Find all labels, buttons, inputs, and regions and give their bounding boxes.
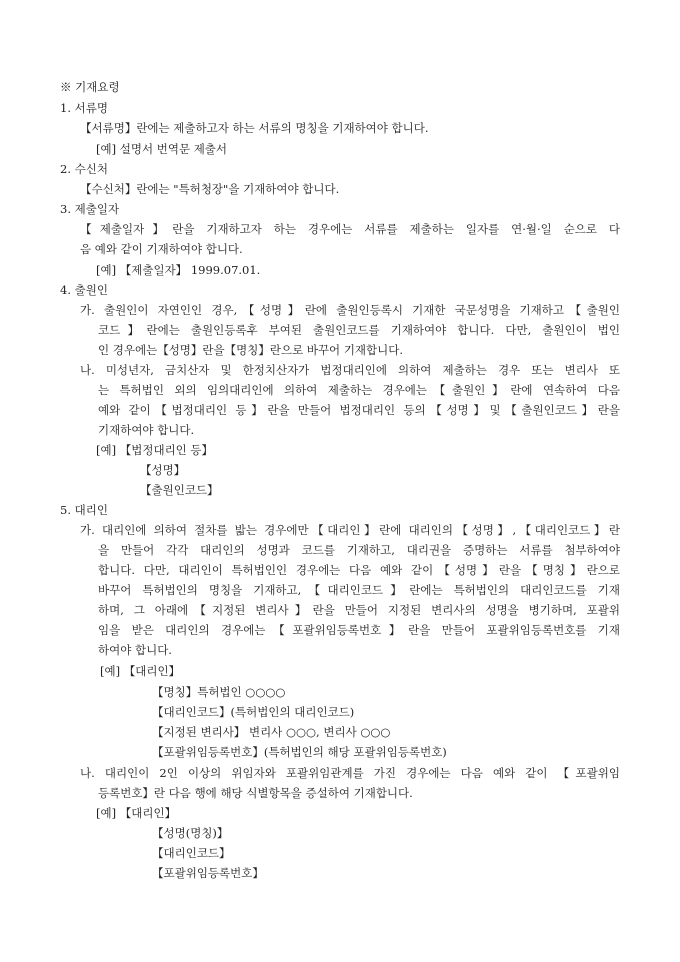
section-4-example-item: 【출원인코드】 [140,483,219,497]
section-4a-line: 코드】란에는 출원인등록후 부여된 출원인코드를 기재하여야 합니다. 다만, 출원인이 법인 [98,323,620,337]
section-4b-line: 예와 같이【법정대리인 등】란을 만들어 법정대리인 등의【성명】및【출원인코드】란을 [98,403,620,417]
section-4a-line: 가. 출원인이 자연인인 경우,【성명】란에 출원인등록시 기재한 국문성명을 기재하고【출원인 [80,303,620,317]
section-2-body: 【수신처】란에는 "특허청장"을 기재하여야 합니다. [80,182,340,196]
section-1-example: [예] 설명서 번역문 제출서 [96,142,228,156]
section-5a-line: 을 만들어 각각 대리인의 성명과 코드를 기재하고, 대리권을 증명하는 서류를 첨부하여야 [98,543,620,557]
section-3-body-line-1: 【제출일자】란을 기재하고자 하는 경우에는 서류를 제출하는 일자를 연·월·일 순으로 다 [80,222,620,236]
section-5b-line: 등록번호】란 다음 행에 해당 식별항목을 증설하여 기재합니다. [98,786,413,800]
section-1-body: 【서류명】란에는 제출하고자 하는 서류의 명칭을 기재하여야 합니다. [80,121,429,135]
section-4-title: 4. 출원인 [60,283,108,297]
section-2-title: 2. 수신처 [60,162,108,176]
section-5a-example-item: 【명칭】특허법인 ○○○○ [152,685,286,699]
section-4-example-item: 【성명】 [140,463,186,477]
section-4b-line: 기재하여야 합니다. [98,423,195,437]
section-5a-line: 합니다. 다만, 대리인이 특허법인인 경우에는 다음 예와 같이【성명】란을【명칭】란으로 [98,563,620,577]
section-5b-example-item: 【포괄위임등록번호】 [152,866,264,880]
section-5a-line: 하며, 그 아래에【지정된 변리사】란을 만들어 지정된 변리사의 성명을 병기하며, 포괄위 [98,603,620,617]
section-5a-line: 가. 대리인에 의하여 절차를 밟는 경우에만【대리인】란에 대리인의【성명】,【대리인코드】란 [80,523,620,537]
section-5b-example-item: 【대리인코드】 [152,846,231,860]
notes-header: ※ 기재요령 [60,80,120,94]
section-5b-line: 나. 대리인이 2인 이상의 위임자와 포괄위임관계를 가진 경우에는 다음 예와 같이 【포괄위임 [80,766,620,780]
section-5a-example-item: 【포괄위임등록번호】(특허법인의 해당 포괄위임등록번호) [152,745,447,759]
section-3-example: [예] 【제출일자】 1999.07.01. [96,263,261,277]
section-3-body-line-2: 음 예와 같이 기재하여야 합니다. [80,242,243,256]
section-4b-line: 는 특허법인 외의 임의대리인에 의하여 제출하는 경우에는【출원인】란에 연속하여 다음 [98,383,620,397]
section-5a-line: 임을 받은 대리인의 경우에는【포괄위임등록번호】란을 만들어 포괄위임등록번호를 기재 [98,623,620,637]
section-5a-line: 하여야 합니다. [98,643,172,657]
section-5b-example-item: 【성명(명칭)】 [152,826,229,840]
section-5a-example-item: 【지정된 변리사】 변리사 ○○○, 변리사 ○○○ [152,725,391,739]
section-4a-line: 인 경우에는【성명】란을【명칭】란으로 바꾸어 기재합니다. [98,343,404,357]
section-5a-line: 바꾸어 특허법인의 명칭을 기재하고,【대리인코드】란에는 특허법인의 대리인코드를 기재 [98,583,620,597]
section-1-title: 1. 서류명 [60,101,108,115]
section-4-example-head: [예] 【법정대리인 등】 [96,443,214,457]
section-4b-line: 나. 미성년자, 금치산자 및 한정치산자가 법정대리인에 의하여 제출하는 경우 또는 변리사 또 [80,363,620,377]
section-3-title: 3. 제출일자 [60,202,120,216]
section-5b-example-head: [예] 【대리인】 [96,806,177,820]
section-5a-example-item: 【대리인코드】(특허법인의 대리인코드) [152,705,355,719]
section-5a-example-head: [예] 【대리인】 [100,664,181,678]
section-5-title: 5. 대리인 [60,503,108,517]
